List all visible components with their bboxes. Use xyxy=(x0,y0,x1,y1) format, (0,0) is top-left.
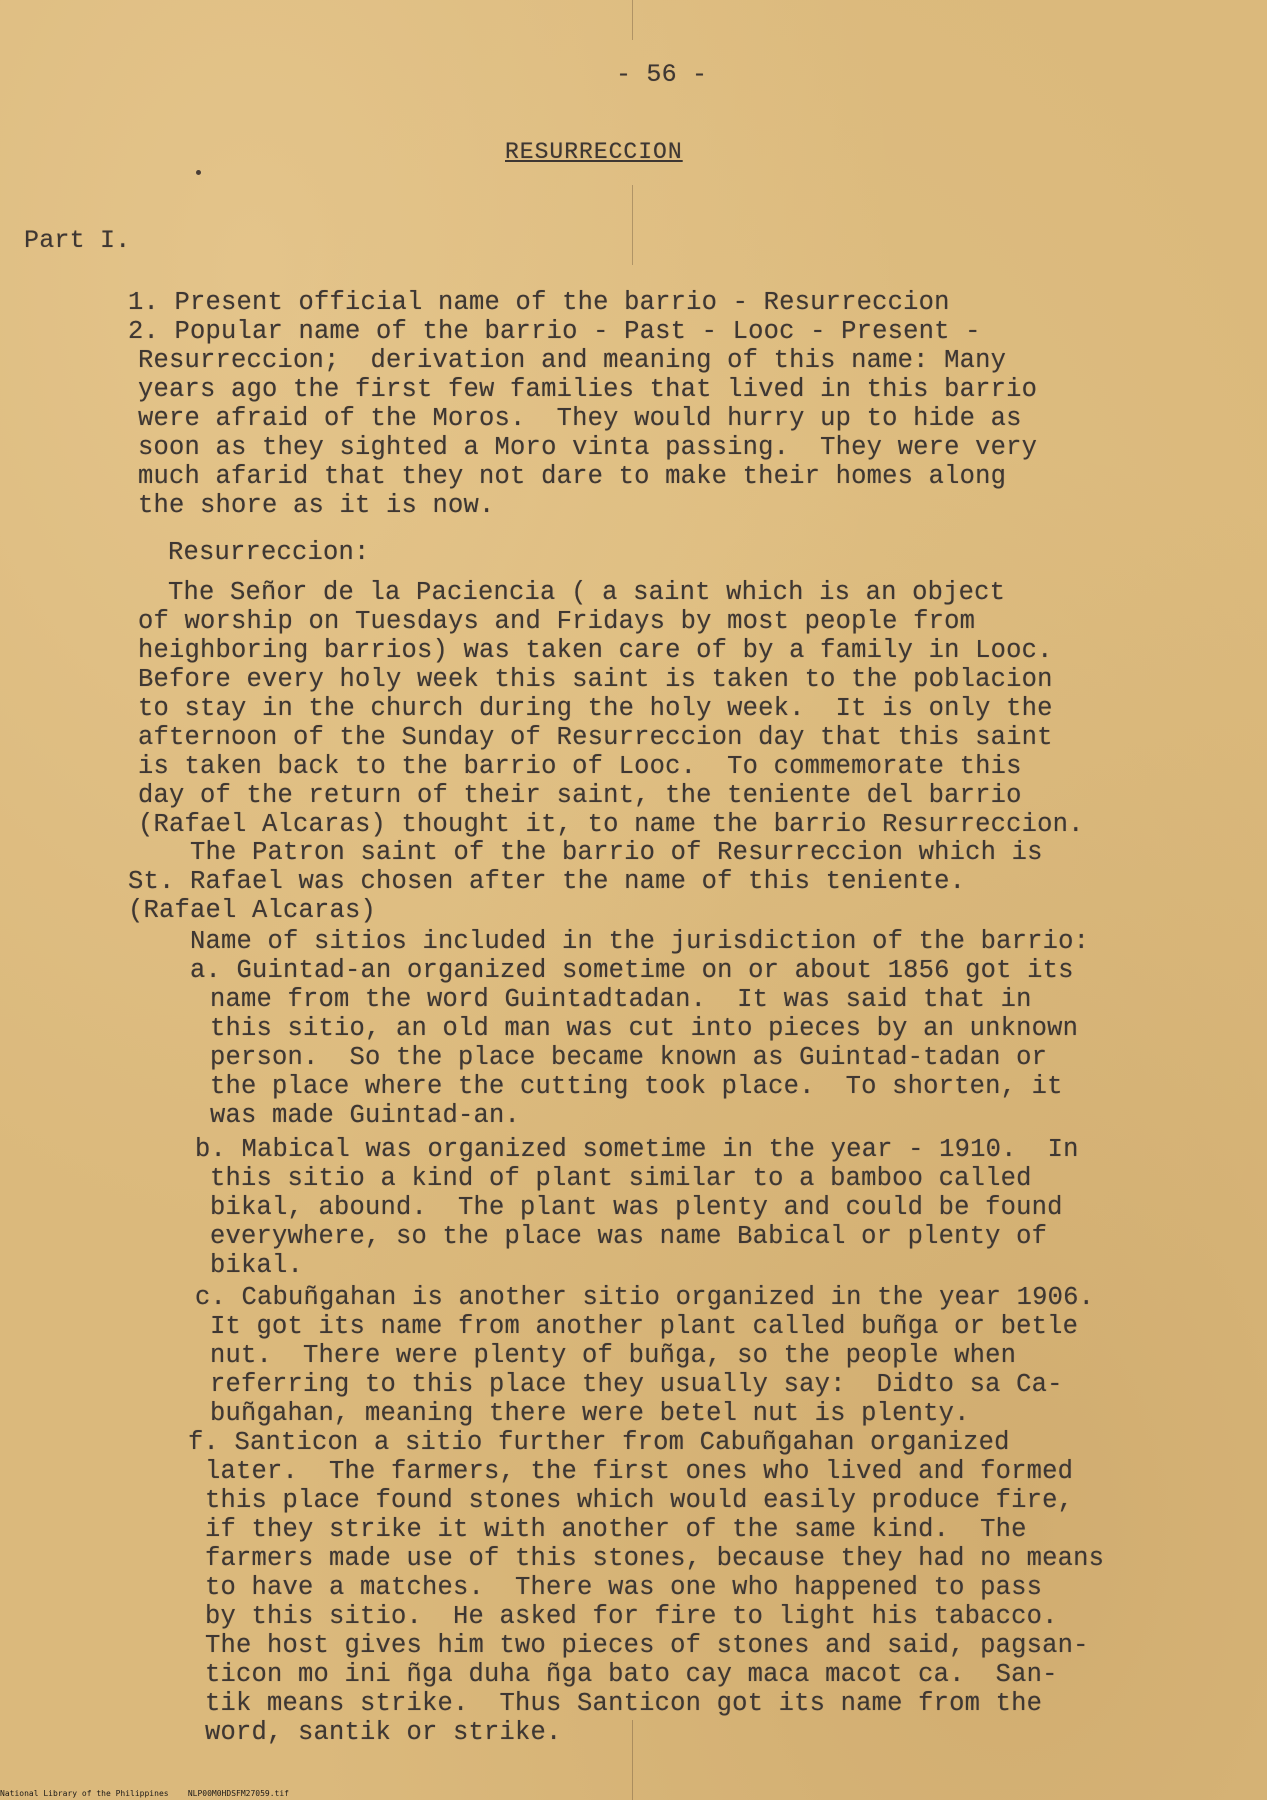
text-line: 2. Popular name of the barrio - Past - Looc - Present - xyxy=(128,317,981,346)
list-item: a. Guintad-an organized sometime on or about 1856 got its xyxy=(190,956,1074,985)
scan-footer: National Library of the Philippines NLP00M0HDSFM27059.tif xyxy=(0,1789,289,1798)
text-line: farmers made use of this stones, because they had no means xyxy=(205,1544,1105,1573)
text-line: by this sitio. He asked for fire to light his tabacco. xyxy=(205,1602,1058,1631)
text-line: heighboring barrios) was taken care of by a family in Looc. xyxy=(138,636,1053,665)
text-line: word, santik or strike. xyxy=(205,1718,562,1747)
text-line: tik means strike. Thus Santicon got its name from the xyxy=(205,1689,1043,1718)
text-line: ticon mo ini ñga duha ñga bato cay maca macot ca. San- xyxy=(205,1660,1058,1689)
text-line: bikal. xyxy=(210,1251,304,1280)
text-line: this sitio a kind of plant similar to a bamboo called xyxy=(210,1164,1032,1193)
text-line: the shore as it is now. xyxy=(138,491,495,520)
text-line: referring to this place they usually say: Didto sa Ca- xyxy=(210,1370,1063,1399)
text-line: much afarid that they not dare to make their homes along xyxy=(138,462,1007,491)
fold-mark xyxy=(632,0,633,40)
section-subheading: Resurreccion: xyxy=(168,538,370,567)
text-line: nut. There were plenty of buñga, so the people when xyxy=(210,1341,1017,1370)
list-item: f. Santicon a sitio further from Cabuñgahan organized xyxy=(188,1428,1010,1457)
text-line: this place found stones which would easily produce fire, xyxy=(205,1486,1074,1515)
text-line: Before every holy week this saint is taken to the poblacion xyxy=(138,665,1053,694)
list-item: b. Mabical was organized sometime in the year - 1910. In xyxy=(195,1135,1079,1164)
text-line: to stay in the church during the holy week. It is only the xyxy=(138,694,1053,723)
text-line: later. The farmers, the first ones who lived and formed xyxy=(205,1457,1074,1486)
text-line: (Rafael Alcaras) thought it, to name the barrio Resurreccion. xyxy=(138,810,1084,839)
text-line: person. So the place became known as Guintad-tadan or xyxy=(210,1043,1048,1072)
fold-mark xyxy=(632,185,633,265)
text-line: soon as they sighted a Moro vinta passing. They were very xyxy=(138,433,1038,462)
page-title: RESURRECCION xyxy=(505,139,683,165)
text-line: afternoon of the Sunday of Resurreccion day that this saint xyxy=(138,723,1053,752)
text-line: were afraid of the Moros. They would hurry up to hide as xyxy=(138,404,1022,433)
text-line: everywhere, so the place was name Babical or plenty of xyxy=(210,1222,1048,1251)
text-line: name from the word Guintadtadan. It was said that in xyxy=(210,985,1032,1014)
text-line: The Patron saint of the barrio of Resurreccion which is xyxy=(190,838,1043,867)
text-line: buñgahan, meaning there were betel nut is plenty. xyxy=(210,1399,970,1428)
text-line: (Rafael Alcaras) xyxy=(128,896,377,925)
text-line: this sitio, an old man was cut into pieces by an unknown xyxy=(210,1014,1079,1043)
text-line: 1. Present official name of the barrio - Resurreccion xyxy=(128,288,950,317)
text-line: to have a matches. There was one who happened to pass xyxy=(205,1573,1043,1602)
text-line: the place where the cutting took place. To shorten, it xyxy=(210,1072,1063,1101)
fold-mark xyxy=(632,1720,633,1800)
text-line: Name of sitios included in the jurisdiction of the barrio: xyxy=(190,927,1090,956)
text-line: years ago the first few families that lived in this barrio xyxy=(138,375,1038,404)
page-number: - 56 - xyxy=(616,60,708,89)
text-line: was made Guintad-an. xyxy=(210,1101,521,1130)
ink-dot xyxy=(196,170,201,175)
text-line: The host gives him two pieces of stones and said, pagsan- xyxy=(205,1631,1089,1660)
text-line: St. Rafael was chosen after the name of this teniente. xyxy=(128,867,966,896)
text-line: It got its name from another plant called buñga or betle xyxy=(210,1312,1079,1341)
text-line: day of the return of their saint, the teniente del barrio xyxy=(138,781,1022,810)
text-line: is taken back to the barrio of Looc. To commemorate this xyxy=(138,752,1022,781)
text-line: bikal, abound. The plant was plenty and could be found xyxy=(210,1193,1063,1222)
text-line: The Señor de la Paciencia ( a saint which is an object xyxy=(168,578,1006,607)
text-line: Resurreccion; derivation and meaning of this name: Many xyxy=(138,346,1007,375)
part-label: Part I. xyxy=(24,226,131,255)
text-line: if they strike it with another of the same kind. The xyxy=(205,1515,1027,1544)
list-item: c. Cabuñgahan is another sitio organized in the year 1906. xyxy=(195,1283,1095,1312)
text-line: of worship on Tuesdays and Fridays by most people from xyxy=(138,607,976,636)
